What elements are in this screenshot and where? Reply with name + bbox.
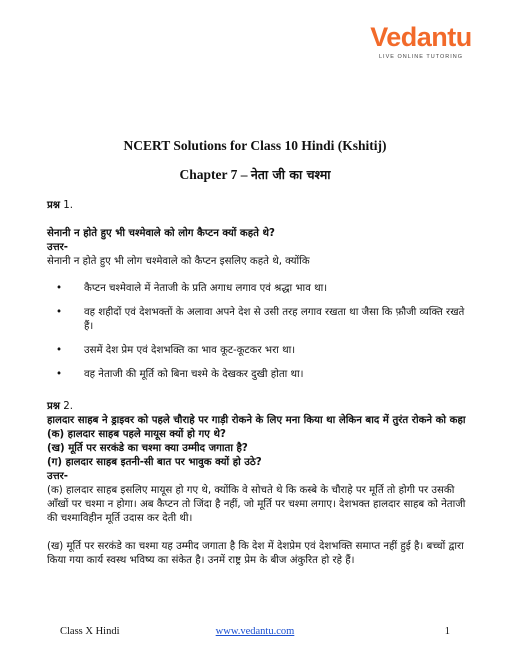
bullet-item: • वह नेताजी की मूर्ति को बिना चश्मे के देखकर दुखी होता था। [56, 368, 470, 382]
vedantu-logo [366, 22, 476, 72]
page-footer [0, 626, 510, 644]
logo-wordmark: Vedantu [370, 22, 472, 52]
chapter-prefix: Chapter 7 – [179, 167, 251, 182]
bullet-item: • वह शहीदों एवं देशभक्तों के अलावा अपने देश से उसी तरह लगाव रखता था जैसा कि फ़ौजी व्यक्ति रखते हैं। [56, 306, 470, 334]
sub-question: (क) हालदार साहब पहले मायूस क्यों हो गए थे? [47, 429, 226, 440]
chapter-name: नेता जी का चश्मा [250, 167, 331, 182]
logo-tagline: LIVE ONLINE TUTORING [379, 54, 463, 60]
answer-1-bullets [0, 282, 470, 382]
answer-2-label: उत्तर- [47, 471, 69, 482]
bullet-item: • कैप्टन चश्मेवाले में नेताजी के प्रति अगाध लगाव एवं श्रद्धा भाव था। [56, 282, 470, 296]
question-2-label: प्रश्न 2. [47, 401, 73, 412]
question-1-section [47, 199, 467, 213]
chapter-heading [0, 166, 510, 183]
question-2-section [47, 400, 467, 568]
sub-question: (ख) मूर्ति पर सरकंडे का चश्मा क्या उम्मीद जगाता है? [47, 443, 248, 454]
document-title: NCERT Solutions for Class 10 Hindi (Kshitij) [123, 138, 387, 153]
bullet-item: • उसमें देश प्रेम एवं देशभक्ति का भाव कूट-कूटकर भरा था। [56, 344, 470, 358]
answer-1-intro: सेनानी न होते हुए भी लोग चश्मेवाले को कैप्टन इसलिए कहते थे, क्योंकि [47, 256, 310, 267]
question-2-text: हालदार साहब ने ड्राइवर को पहले चौराहे पर गाड़ी रोकने के लिए मना किया था लेकिन बाद में तुरंत रोकने को कहा [47, 415, 466, 426]
answer-2a: (क) हालदार साहब इसलिए मायूस हो गए थे, क्योंकि वे सोचते थे कि कस्बे के चौराहे पर मूर्ति तो होगी पर उसकी आँखों पर चश्मा न होगा। अब कैप्टन तो जिंदा है नहीं, जो मूर्ति पर चश्मा लगाए। देशभक्त हालदार साहब को नेताजी की चश्माविहीन मूर्ति उदास कर देती थी। [47, 485, 466, 524]
sub-question: (ग) हालदार साहब इतनी-सी बात पर भावुक क्यों हो उठे? [47, 457, 262, 468]
question-1-label: प्रश्न 1. [47, 200, 73, 211]
question-1-body [47, 227, 467, 269]
question-1-text: सेनानी न होते हुए भी चश्मेवाले को लोग कैप्टन क्यों कहते थे? [47, 228, 275, 239]
footer-class-label: Class X Hindi [60, 626, 120, 637]
answer-2b: (ख) मूर्ति पर सरकंडे का चश्मा यह उम्मीद जगाता है कि देश में देशप्रेम एवं देशभक्ति समाप्त नहीं हुई है। बच्चों द्वारा किया गया कार्य स्वस्थ भविष्य का संकेत है। उनमें राष्ट्र प्रेम के बीज अंकुरित हो रहे हैं। [47, 541, 464, 566]
page-number: 1 [444, 626, 450, 637]
footer-website-link[interactable]: www.vedantu.com [215, 626, 295, 637]
answer-1-label: उत्तर- [47, 242, 69, 253]
